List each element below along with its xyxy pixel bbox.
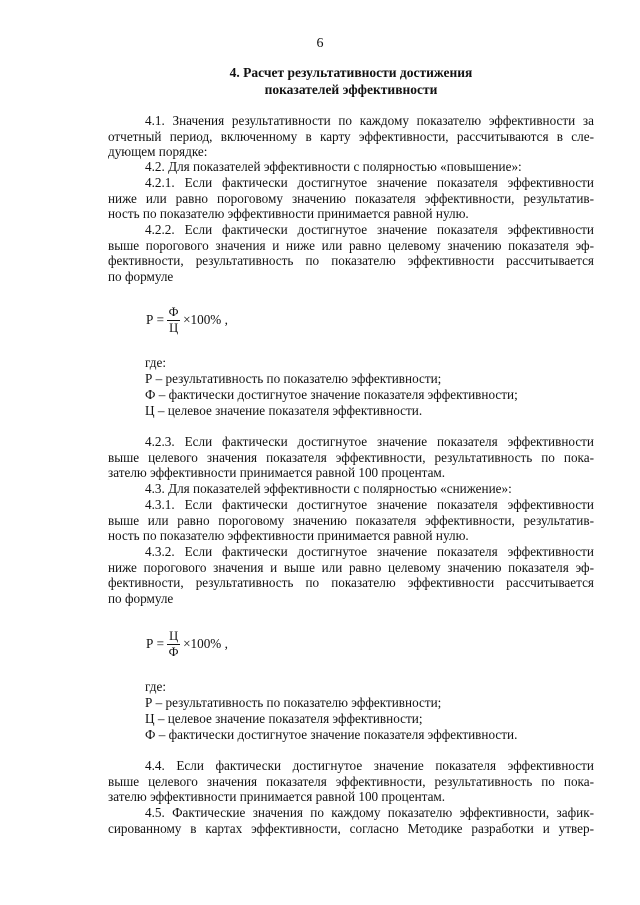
formula-fraction	[167, 629, 180, 660]
text-line: ность по показателю эффективности принимается равной нулю.	[108, 528, 469, 544]
text-line: выше целевого значения показателя эффективности, результативность по пока-	[108, 773, 594, 789]
section-title	[108, 64, 594, 98]
where-label: где:	[145, 355, 166, 370]
text-line: фективности, результативность по показателю эффективности рассчитывается	[108, 575, 594, 591]
text-line: 4.2.3. Если фактически достигнутое значение показателя эффективности	[145, 434, 594, 449]
text-line: 4.3. Для показателей эффективности с полярностью «снижение»:	[145, 481, 512, 496]
text-line: 4.2.1. Если фактически достигнутое значение показателя эффективности	[145, 175, 594, 190]
text-line: фективности, результативность по показателю эффективности рассчитывается	[108, 253, 594, 269]
text-line: 4.2. Для показателей эффективности с полярностью «повышение»:	[145, 159, 522, 174]
section-title-line-2: показателей эффективности	[264, 82, 438, 97]
text-line: сированному в картах эффективности, согласно Методике разработки и утвер-	[108, 820, 594, 836]
text-line: 4.3.2. Если фактически достигнутое значение показателя эффективности	[145, 544, 594, 559]
formula-rhs: ×100% ,	[183, 636, 228, 651]
text-line: дующем порядке:	[108, 144, 208, 160]
formula-rhs: ×100% ,	[183, 312, 228, 327]
definition-line: Р – результативность по показателю эффективности;	[145, 371, 442, 386]
text-line: зателю эффективности принимается равной 100 процентам.	[108, 789, 446, 805]
definition-line: Ф – фактически достигнутое значение показателя эффективности.	[145, 727, 518, 742]
text-line: ниже порогового значения и выше или равно целевому значению показателя эф-	[108, 559, 594, 575]
text-line: ниже или равно пороговому значению показателя эффективности, результатив-	[108, 190, 594, 206]
text-line: выше порогового значения и ниже или равно целевому значению показателя эф-	[108, 237, 594, 253]
paragraph-4-5	[108, 805, 594, 836]
paragraph-4-4	[108, 758, 594, 805]
paragraph-4-3-1	[108, 497, 594, 544]
text-line: 4.3.1. Если фактически достигнутое значение показателя эффективности	[145, 497, 594, 512]
formula-reduction	[146, 624, 228, 664]
formula-growth	[146, 300, 228, 340]
text-line: 4.5. Фактические значения по каждому показателю эффективности, зафик-	[145, 805, 594, 820]
text-line: 4.1. Значения результативности по каждому показателю эффективности за	[145, 113, 594, 128]
definition-line: Ц – целевое значение показателя эффективности;	[145, 711, 423, 726]
text-line: выше или равно пороговому значению показателя эффективности, результатив-	[108, 512, 594, 528]
paragraph-4-2-1	[108, 175, 594, 222]
definition-line: Ц – целевое значение показателя эффективности.	[145, 403, 423, 418]
text-line: по формуле	[108, 590, 174, 606]
text-line: зателю эффективности принимается равной 100 процентам.	[108, 465, 446, 481]
definition-line: Р – результативность по показателю эффективности;	[145, 695, 442, 710]
text-line: ность по показателю эффективности принимается равной нулю.	[108, 206, 469, 222]
text-line: 4.4. Если фактически достигнутое значение показателя эффективности	[145, 758, 594, 773]
formula-denominator: Ф	[168, 644, 179, 659]
formula-lhs: Р =	[146, 312, 165, 327]
formula-denominator: Ц	[169, 320, 179, 335]
paragraph-4-2	[108, 159, 594, 175]
formula-numerator: Ф	[168, 304, 179, 319]
definition-line: Ф – фактически достигнутое значение показателя эффективности;	[145, 387, 518, 402]
paragraph-4-3-2	[108, 544, 594, 606]
text-line: отчетный период, включенному в карту эффективности, рассчитываются в сле-	[108, 128, 594, 144]
formula-lhs: Р =	[146, 636, 165, 651]
text-line: выше целевого значения показателя эффективности, результативность по пока-	[108, 449, 594, 465]
paragraph-4-3	[108, 481, 594, 497]
text-line: 4.2.2. Если фактически достигнутое значение показателя эффективности	[145, 222, 594, 237]
text-line: по формуле	[108, 268, 174, 284]
formula-numerator: Ц	[169, 628, 179, 643]
section-title-line-1: 4. Расчет результативности достижения	[229, 65, 473, 80]
paragraph-4-1	[108, 113, 594, 160]
paragraph-4-2-3	[108, 434, 594, 481]
where-label: где:	[145, 679, 166, 694]
formula-fraction	[167, 305, 180, 336]
paragraph-4-2-2	[108, 222, 594, 284]
page-number: 6	[316, 36, 324, 51]
